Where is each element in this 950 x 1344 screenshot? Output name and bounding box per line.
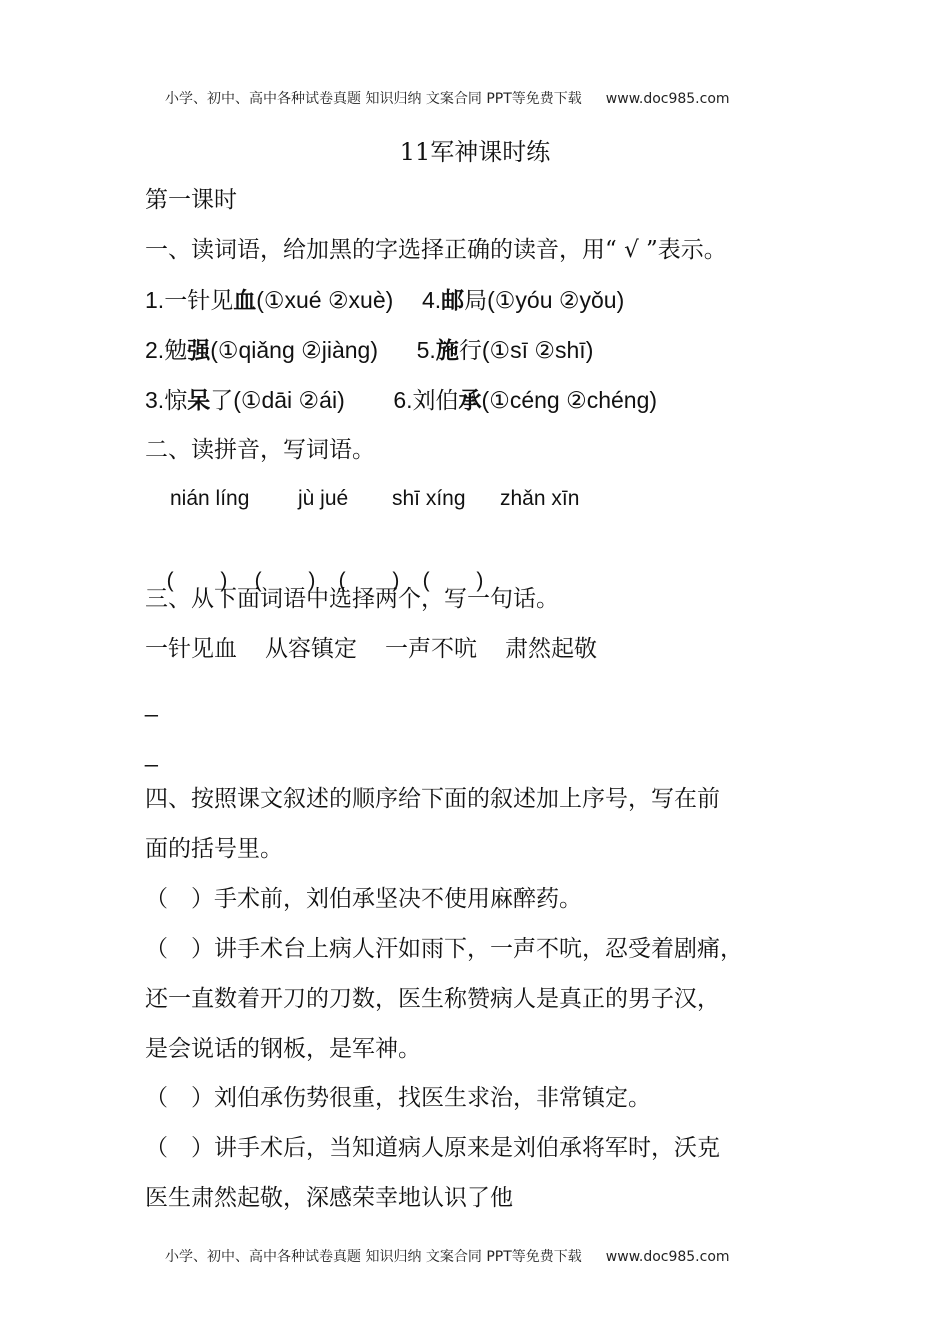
pinyin-item: shī xíng — [392, 487, 466, 510]
item-number: 6. — [393, 387, 413, 413]
order-bracket[interactable]: （ ） — [145, 936, 214, 962]
pinyin-options: (①dāi ②ái) — [233, 387, 345, 413]
pinyin-options: (①xué ②xuè) — [256, 287, 394, 313]
order-bracket[interactable]: （ ） — [145, 886, 214, 912]
ordering-item — [145, 1132, 720, 1164]
bold-char: 血 — [233, 287, 257, 314]
header-url: www.doc985.com — [605, 91, 730, 107]
answer-blank[interactable]: ( ) — [166, 569, 228, 592]
word-part: 惊 — [164, 388, 188, 414]
ordering-text: 讲手术台上病人汗如雨下，一声不吭，忍受着剧痛， — [214, 936, 743, 962]
footer-url: www.doc985.com — [605, 1249, 730, 1265]
ordering-text-cont: 是会说话的钢板，是军神。 — [145, 1036, 421, 1062]
word-part: 局 — [464, 288, 488, 314]
word-bank-item: 一针见血 — [145, 636, 237, 662]
order-bracket[interactable]: （ ） — [145, 1135, 214, 1161]
section1-heading: 一、读词语，给加黑的字选择正确的读音，用“ √ ”表示。 — [145, 237, 727, 263]
ordering-text: 讲手术后，当知道病人原来是刘伯承将军时，沃克 — [214, 1135, 720, 1161]
word-bank-item: 一声不吭 — [385, 636, 477, 662]
pinyin-options: (①sī ②shī) — [481, 337, 594, 363]
section1-row-3 — [145, 384, 657, 417]
section1-row-2 — [145, 334, 593, 367]
word-part: 勉 — [164, 338, 188, 364]
section4-heading: 四、按照课文叙述的顺序给下面的叙述加上序号，写在前 — [145, 786, 720, 812]
answer-blank[interactable]: ( ) — [254, 569, 316, 592]
answer-line[interactable]: _ — [145, 741, 158, 767]
word-part: 了 — [210, 388, 234, 414]
pinyin-options: (①yóu ②yǒu) — [487, 287, 625, 313]
item-number: 3. — [145, 387, 165, 413]
item-number: 1. — [145, 287, 165, 313]
section1-row-1 — [145, 284, 624, 317]
bold-char: 强 — [187, 337, 211, 364]
ordering-item — [145, 933, 743, 965]
footer-text: 小学、初中、高中各种试卷真题 知识归纳 文案合同 PPT等免费下载 — [165, 1249, 582, 1265]
section4-heading-cont: 面的括号里。 — [145, 836, 283, 862]
item-number: 5. — [416, 337, 436, 363]
answer-line[interactable]: _ — [145, 691, 158, 717]
page-footer — [165, 1246, 730, 1266]
order-bracket[interactable]: （ ） — [145, 1085, 214, 1111]
bold-char: 呆 — [187, 387, 211, 414]
word-bank-item: 肃然起敬 — [505, 636, 597, 662]
answer-blank[interactable]: ( ) — [422, 569, 484, 592]
ordering-item — [145, 1082, 651, 1114]
ordering-text: 手术前，刘伯承坚决不使用麻醉药。 — [214, 886, 582, 912]
ordering-item — [145, 883, 582, 915]
word-bank — [145, 633, 597, 665]
section2-heading: 二、读拼音，写词语。 — [145, 437, 375, 463]
word-part: 刘伯 — [412, 388, 459, 414]
ordering-text-cont: 医生肃然起敬，深感荣幸地认识了他 — [145, 1185, 513, 1211]
pinyin-item: zhǎn xīn — [500, 487, 580, 510]
word-part: 一针见 — [164, 288, 234, 314]
pinyin-item: jù jué — [298, 487, 349, 510]
pinyin-options: (①céng ②chéng) — [481, 387, 658, 413]
header-text: 小学、初中、高中各种试卷真题 知识归纳 文案合同 PPT等免费下载 — [165, 91, 582, 107]
worksheet-title: 11军神课时练 — [399, 138, 551, 166]
page-header — [165, 88, 730, 108]
word-bank-item: 从容镇定 — [265, 636, 357, 662]
pinyin-row — [170, 483, 579, 515]
lesson-label: 第一课时 — [145, 187, 237, 213]
pinyin-options: (①qiǎng ②jiàng) — [210, 337, 379, 363]
ordering-text: 刘伯承伤势很重，找医生求治，非常镇定。 — [214, 1085, 651, 1111]
section3-heading: 三、从下面词语中选择两个，写一句话。 — [145, 586, 559, 612]
answer-blank[interactable]: ( ) — [338, 569, 400, 592]
item-number: 4. — [421, 287, 442, 313]
bold-char: 邮 — [441, 287, 465, 314]
word-part: 行 — [458, 338, 482, 364]
pinyin-item: nián líng — [170, 487, 250, 510]
bold-char: 施 — [435, 337, 459, 364]
bold-char: 承 — [458, 387, 482, 414]
ordering-text-cont: 还一直数着开刀的刀数，医生称赞病人是真正的男子汉， — [145, 986, 720, 1012]
item-number: 2. — [145, 337, 165, 363]
